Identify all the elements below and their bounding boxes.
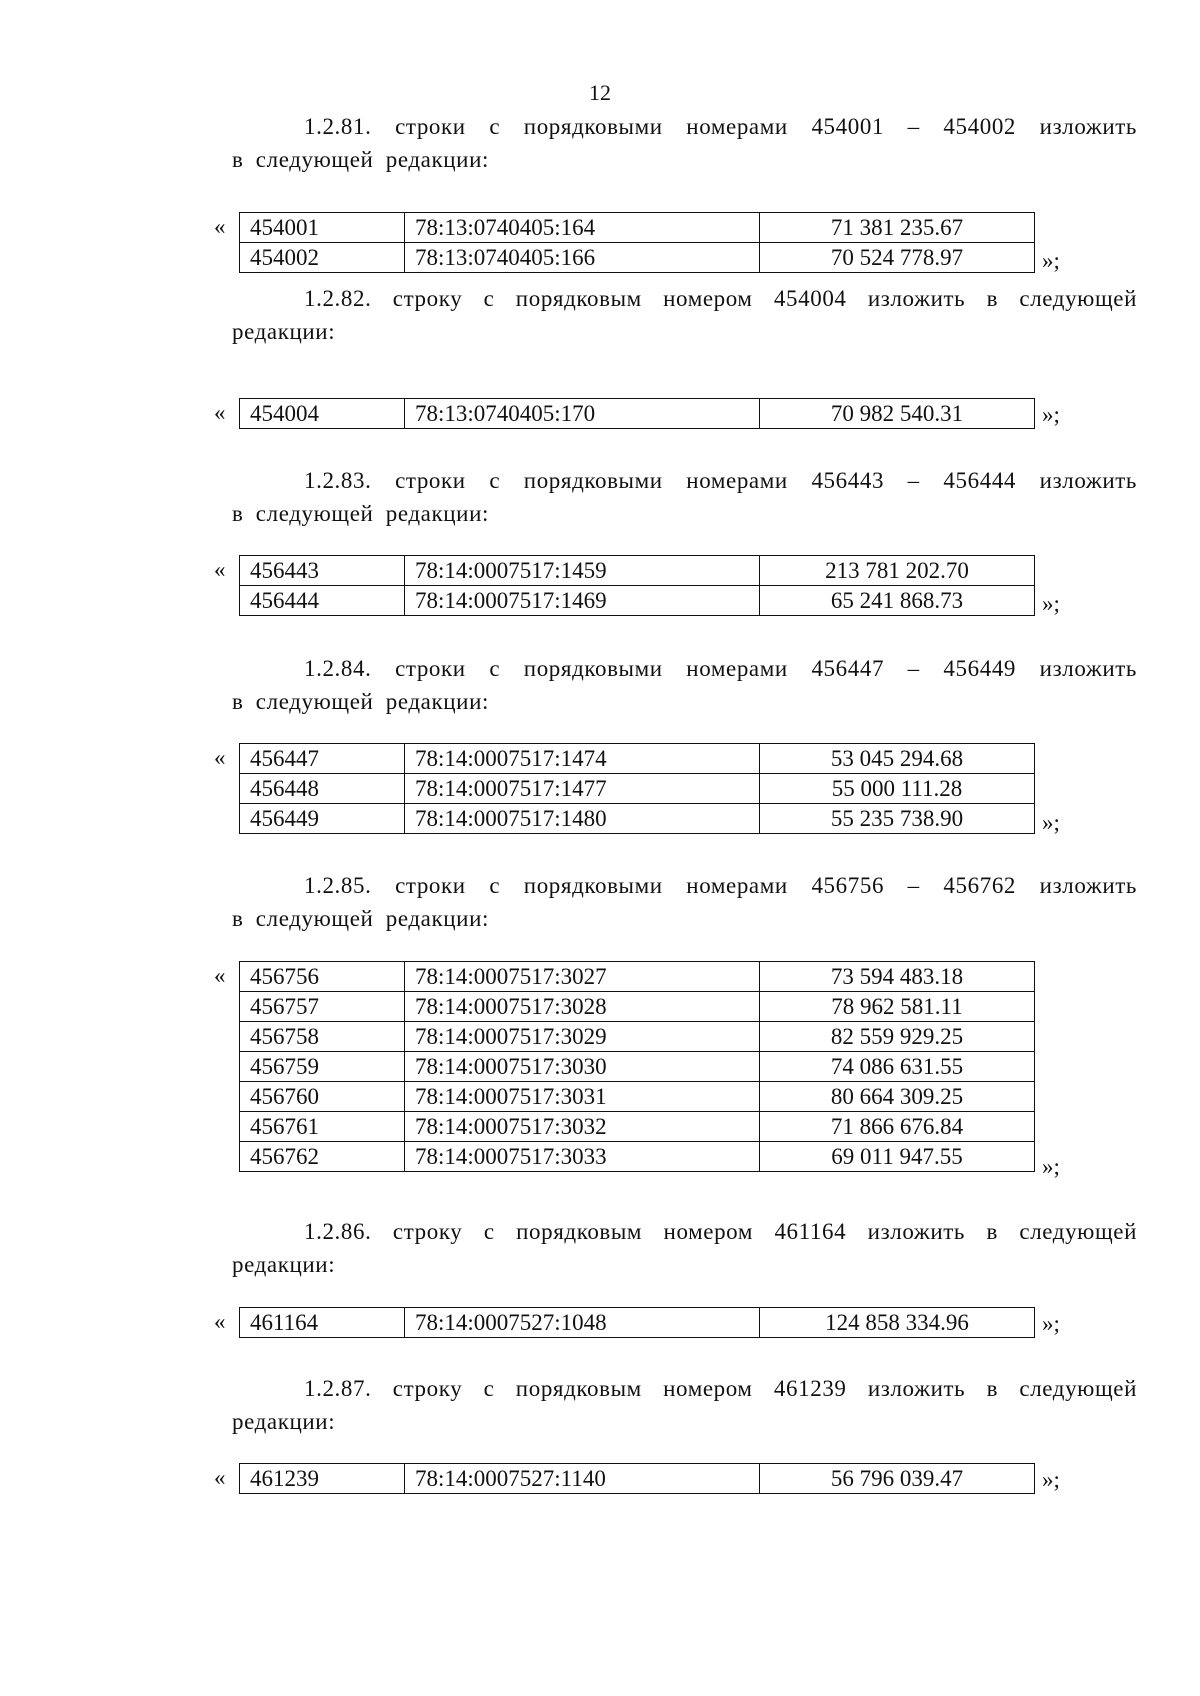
cadastral-number-cell: 78:14:0007517:1474 — [405, 744, 760, 774]
cadastral-number-cell: 78:13:0740405:164 — [405, 213, 760, 243]
paragraph-continuation: в следующей редакции: — [232, 147, 489, 172]
table-row — [240, 1112, 1035, 1142]
closing-quote: »; — [1042, 402, 1060, 427]
opening-quote: « — [214, 400, 226, 425]
cadastral-value-cell: 70 982 540.31 — [760, 399, 1035, 429]
cadastral-number-cell: 78:13:0740405:170 — [405, 399, 760, 429]
cadastral-value-cell: 56 796 039.47 — [760, 1464, 1035, 1494]
cadastral-value-cell: 213 781 202.70 — [760, 556, 1035, 586]
row-number-cell: 456757 — [240, 992, 405, 1022]
opening-quote: « — [214, 1465, 226, 1490]
table-row — [240, 1052, 1035, 1082]
paragraph-continuation: в следующей редакции: — [232, 501, 489, 526]
row-number-cell: 456756 — [240, 962, 405, 992]
opening-quote: « — [214, 963, 226, 988]
paragraph-first-line: 1.2.81. строки с порядковыми номерами 454001 – 454002 изложить — [304, 114, 1137, 139]
cadastral-value-cell: 55 000 111.28 — [760, 774, 1035, 804]
cadastral-value-cell: 82 559 929.25 — [760, 1022, 1035, 1052]
paragraph-continuation: в следующей редакции: — [232, 906, 489, 931]
row-number-cell: 456759 — [240, 1052, 405, 1082]
replacement-table — [239, 743, 1035, 834]
paragraph-continuation: редакции: — [232, 1252, 336, 1277]
table-row — [240, 213, 1035, 243]
row-number-cell: 456760 — [240, 1082, 405, 1112]
amendment-paragraph — [232, 652, 1137, 718]
table-row — [240, 1308, 1035, 1338]
row-number-cell: 456761 — [240, 1112, 405, 1142]
cadastral-number-cell: 78:14:0007517:3030 — [405, 1052, 760, 1082]
amendment-paragraph — [232, 1372, 1137, 1438]
row-number-cell: 454004 — [240, 399, 405, 429]
opening-quote: « — [214, 557, 226, 582]
cadastral-number-cell: 78:14:0007517:1469 — [405, 586, 760, 616]
table-row — [240, 992, 1035, 1022]
paragraph-first-line: 1.2.83. строки с порядковыми номерами 456443 – 456444 изложить — [304, 468, 1137, 493]
amendment-paragraph — [232, 869, 1137, 935]
cadastral-number-cell: 78:13:0740405:166 — [405, 243, 760, 273]
paragraph-continuation: редакции: — [232, 1409, 336, 1434]
table-row — [240, 804, 1035, 834]
cadastral-value-cell: 124 858 334.96 — [760, 1308, 1035, 1338]
replacement-table — [239, 398, 1035, 429]
table-row — [240, 556, 1035, 586]
row-number-cell: 456758 — [240, 1022, 405, 1052]
row-number-cell: 454001 — [240, 213, 405, 243]
cadastral-value-cell: 74 086 631.55 — [760, 1052, 1035, 1082]
amendment-paragraph — [232, 464, 1137, 530]
cadastral-value-cell: 55 235 738.90 — [760, 804, 1035, 834]
table-row — [240, 1082, 1035, 1112]
cadastral-value-cell: 65 241 868.73 — [760, 586, 1035, 616]
paragraph-first-line: 1.2.84. строки с порядковыми номерами 456447 – 456449 изложить — [304, 656, 1137, 681]
closing-quote: »; — [1042, 247, 1060, 273]
table-row — [240, 399, 1035, 429]
paragraph-continuation: в следующей редакции: — [232, 689, 489, 714]
opening-quote: « — [214, 214, 226, 239]
replacement-table — [239, 1463, 1035, 1494]
opening-quote: « — [214, 745, 226, 770]
row-number-cell: 461239 — [240, 1464, 405, 1494]
row-number-cell: 456449 — [240, 804, 405, 834]
closing-quote: »; — [1042, 590, 1060, 616]
cadastral-value-cell: 69 011 947.55 — [760, 1142, 1035, 1172]
amendment-paragraph — [232, 282, 1137, 348]
table-row — [240, 586, 1035, 616]
cadastral-value-cell: 53 045 294.68 — [760, 744, 1035, 774]
cadastral-number-cell: 78:14:0007517:3033 — [405, 1142, 760, 1172]
table-row — [240, 1142, 1035, 1172]
cadastral-number-cell: 78:14:0007517:3028 — [405, 992, 760, 1022]
amendment-paragraph — [232, 1215, 1137, 1281]
paragraph-first-line: 1.2.86. строку с порядковым номером 461164 изложить в следующей — [304, 1219, 1137, 1244]
replacement-table — [239, 212, 1035, 273]
table-row — [240, 774, 1035, 804]
cadastral-value-cell: 71 381 235.67 — [760, 213, 1035, 243]
paragraph-first-line: 1.2.82. строку с порядковым номером 454004 изложить в следующей — [304, 286, 1137, 311]
paragraph-continuation: редакции: — [232, 319, 336, 344]
replacement-table — [239, 555, 1035, 616]
amendment-paragraph — [232, 110, 1137, 176]
row-number-cell: 456447 — [240, 744, 405, 774]
cadastral-number-cell: 78:14:0007517:1477 — [405, 774, 760, 804]
cadastral-number-cell: 78:14:0007517:3027 — [405, 962, 760, 992]
paragraph-first-line: 1.2.87. строку с порядковым номером 461239 изложить в следующей — [304, 1376, 1137, 1401]
cadastral-number-cell: 78:14:0007527:1048 — [405, 1308, 760, 1338]
table-row — [240, 1022, 1035, 1052]
cadastral-value-cell: 78 962 581.11 — [760, 992, 1035, 1022]
cadastral-value-cell: 71 866 676.84 — [760, 1112, 1035, 1142]
cadastral-number-cell: 78:14:0007517:3031 — [405, 1082, 760, 1112]
page-number: 12 — [589, 80, 611, 105]
cadastral-number-cell: 78:14:0007517:1480 — [405, 804, 760, 834]
row-number-cell: 456443 — [240, 556, 405, 586]
row-number-cell: 456444 — [240, 586, 405, 616]
table-row — [240, 243, 1035, 273]
table-row — [240, 962, 1035, 992]
cadastral-number-cell: 78:14:0007517:1459 — [405, 556, 760, 586]
opening-quote: « — [214, 1309, 226, 1334]
cadastral-value-cell: 73 594 483.18 — [760, 962, 1035, 992]
row-number-cell: 461164 — [240, 1308, 405, 1338]
table-row — [240, 744, 1035, 774]
row-number-cell: 456762 — [240, 1142, 405, 1172]
closing-quote: »; — [1042, 1154, 1060, 1179]
closing-quote: »; — [1042, 810, 1060, 835]
closing-quote: »; — [1042, 1467, 1060, 1492]
closing-quote: »; — [1042, 1311, 1060, 1336]
cadastral-number-cell: 78:14:0007527:1140 — [405, 1464, 760, 1494]
cadastral-number-cell: 78:14:0007517:3029 — [405, 1022, 760, 1052]
cadastral-value-cell: 70 524 778.97 — [760, 243, 1035, 273]
replacement-table — [239, 961, 1035, 1172]
paragraph-first-line: 1.2.85. строки с порядковыми номерами 456756 – 456762 изложить — [304, 873, 1137, 898]
row-number-cell: 454002 — [240, 243, 405, 273]
cadastral-number-cell: 78:14:0007517:3032 — [405, 1112, 760, 1142]
cadastral-value-cell: 80 664 309.25 — [760, 1082, 1035, 1112]
table-row — [240, 1464, 1035, 1494]
row-number-cell: 456448 — [240, 774, 405, 804]
replacement-table — [239, 1307, 1035, 1338]
